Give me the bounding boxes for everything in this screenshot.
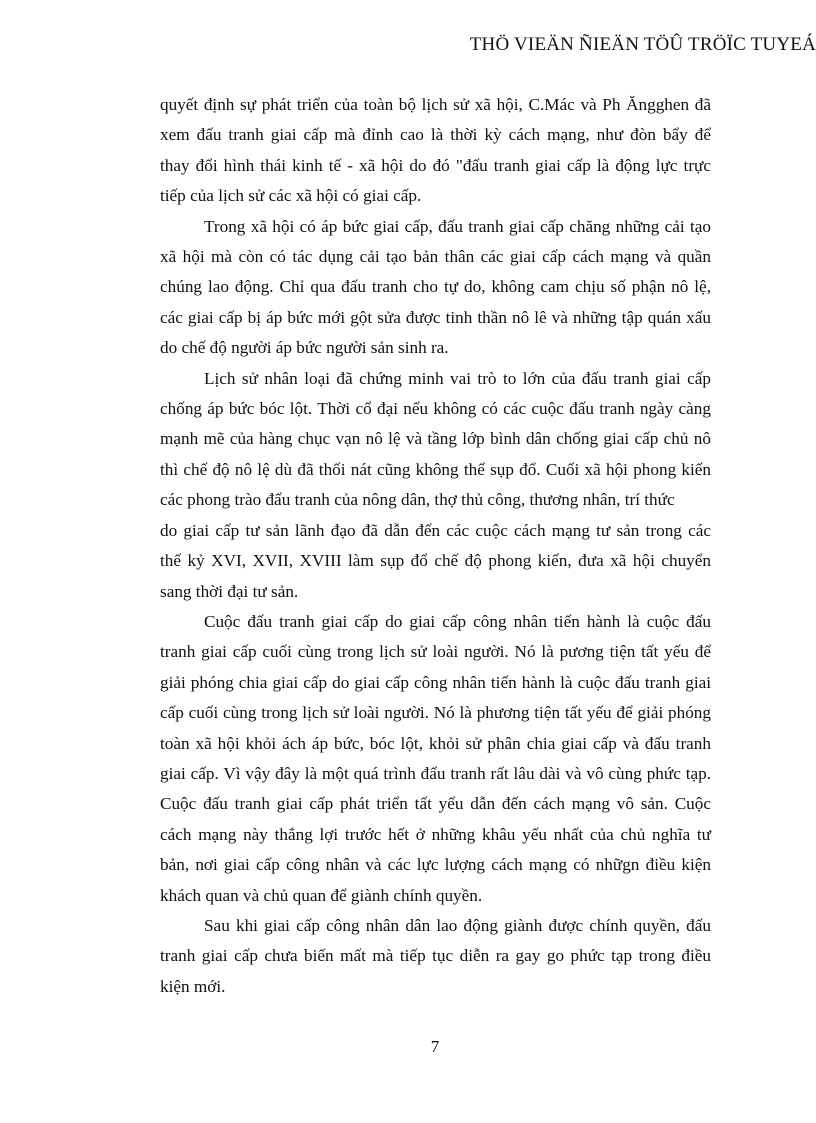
text-line: bản, nơi giai cấp công nhân và các lực lượng cách mạng có nhữgn điều kiện bbox=[160, 855, 711, 875]
text-line: Sau khi giai cấp công nhân dân lao động giành được chính quyền, đấu bbox=[204, 915, 711, 935]
text-line: thế kỷ XVI, XVII, XVIII làm sụp đổ chế độ phong kiến, đưa xã hội chuyển bbox=[160, 551, 711, 571]
text-line: toàn xã hội khỏi ách áp bức, bóc lột, khỏi sử phân chia giai cấp và đấu tranh bbox=[160, 733, 711, 753]
text-line: xã hội mà còn có tác dụng cải tạo bản thân các giai cấp cách mạng và quần bbox=[160, 247, 711, 267]
text-line: tranh giai cấp cuối cùng trong lịch sử loài người. Nó là pương tiện tất yếu để bbox=[160, 642, 711, 662]
text-line: Trong xã hội có áp bức giai cấp, đấu tranh giai cấp chăng những cải tạo bbox=[204, 216, 711, 236]
text-line: chúng lao động. Chỉ qua đấu tranh cho tự do, không cam chịu số phận nô lệ, bbox=[160, 277, 711, 297]
text-line: tiếp của lịch sử các xã hội có giai cấp. bbox=[160, 186, 422, 206]
text-line: sang thời đại tư sản. bbox=[160, 581, 299, 601]
text-line: do chế độ người áp bức người sản sinh ra. bbox=[160, 338, 449, 358]
paragraph-5 bbox=[160, 911, 711, 1002]
text-line: cấp cuối cùng trong lịch sử loài người. Nó là phương tiện tất yếu để giải phóng bbox=[160, 703, 711, 723]
text-line: thì chế độ nô lệ dù đã thối nát cũng không thể sụp đổ. Cuối xã hội phong kiến bbox=[160, 459, 711, 479]
text-line: Cuộc đấu tranh giai cấp do giai cấp công nhân tiến hành là cuộc đấu bbox=[204, 611, 711, 631]
paragraph-4 bbox=[160, 607, 711, 911]
text-line: giải phóng chia giai cấp do giai cấp công nhân tiến hành là cuộc đấu tranh giai bbox=[160, 672, 711, 692]
paragraph-1 bbox=[160, 90, 711, 212]
text-line: giai cấp. Vì vậy đây là một quá trình đấu tranh rất lâu dài và vô cùng phức tạp. bbox=[160, 763, 711, 783]
text-line: tranh giai cấp chưa biến mất mà tiếp tục diễn ra gay go phức tạp trong điều bbox=[160, 946, 711, 966]
paragraph-2 bbox=[160, 212, 711, 364]
text-line: thay đổi hình thái kinh tế - xã hội do đó "đấu tranh giai cấp là động lực trực bbox=[160, 155, 711, 175]
text-line: chống áp bức bóc lột. Thời cổ đại nếu không có các cuộc đấu tranh ngày càng bbox=[160, 399, 711, 419]
text-line: cách mạng này thắng lợi trước hết ở những khâu yếu nhất của chủ nghĩa tư bbox=[160, 824, 711, 844]
text-line: quyết định sự phát triển của toàn bộ lịch sử xã hội, C.Mác và Ph Ăngghen đã bbox=[160, 95, 711, 114]
text-line: Lịch sử nhân loại đã chứng minh vai trò to lớn của đấu tranh giai cấp bbox=[204, 368, 711, 388]
text-line: kiện mới. bbox=[160, 976, 226, 996]
text-line: mạnh mẽ của hàng chục vạn nô lệ và tầng lớp bình dân chống giai cấp chủ nô bbox=[160, 429, 711, 449]
running-header: THÖ VIEÄN ÑIEÄN TÖÛ TRÖÏC TUYEÁ bbox=[469, 34, 816, 55]
paragraph-3 bbox=[160, 364, 711, 607]
text-line: các giai cấp bị áp bức mới gột sửa được tinh thần nô lê và những tập quán xấu bbox=[160, 307, 711, 327]
text-line: Cuộc đấu tranh giai cấp phát triển tất yếu dẫn đến cách mạng vô sản. Cuộc bbox=[160, 794, 711, 814]
text-line: xem đấu tranh giai cấp mà đỉnh cao là thời kỳ cách mạng, như đòn bẩy để bbox=[160, 125, 711, 145]
page-number: 7 bbox=[430, 1037, 440, 1056]
text-line: khách quan và chủ quan để giành chính quyền. bbox=[160, 885, 483, 905]
text-line: các phong trào đấu tranh của nông dân, thợ thủ công, thương nhân, trí thức bbox=[160, 490, 675, 510]
document-body bbox=[160, 90, 711, 1002]
text-line: do giai cấp tư sản lãnh đạo đã dẫn đến các cuộc cách mạng tư sản trong các bbox=[160, 520, 711, 540]
